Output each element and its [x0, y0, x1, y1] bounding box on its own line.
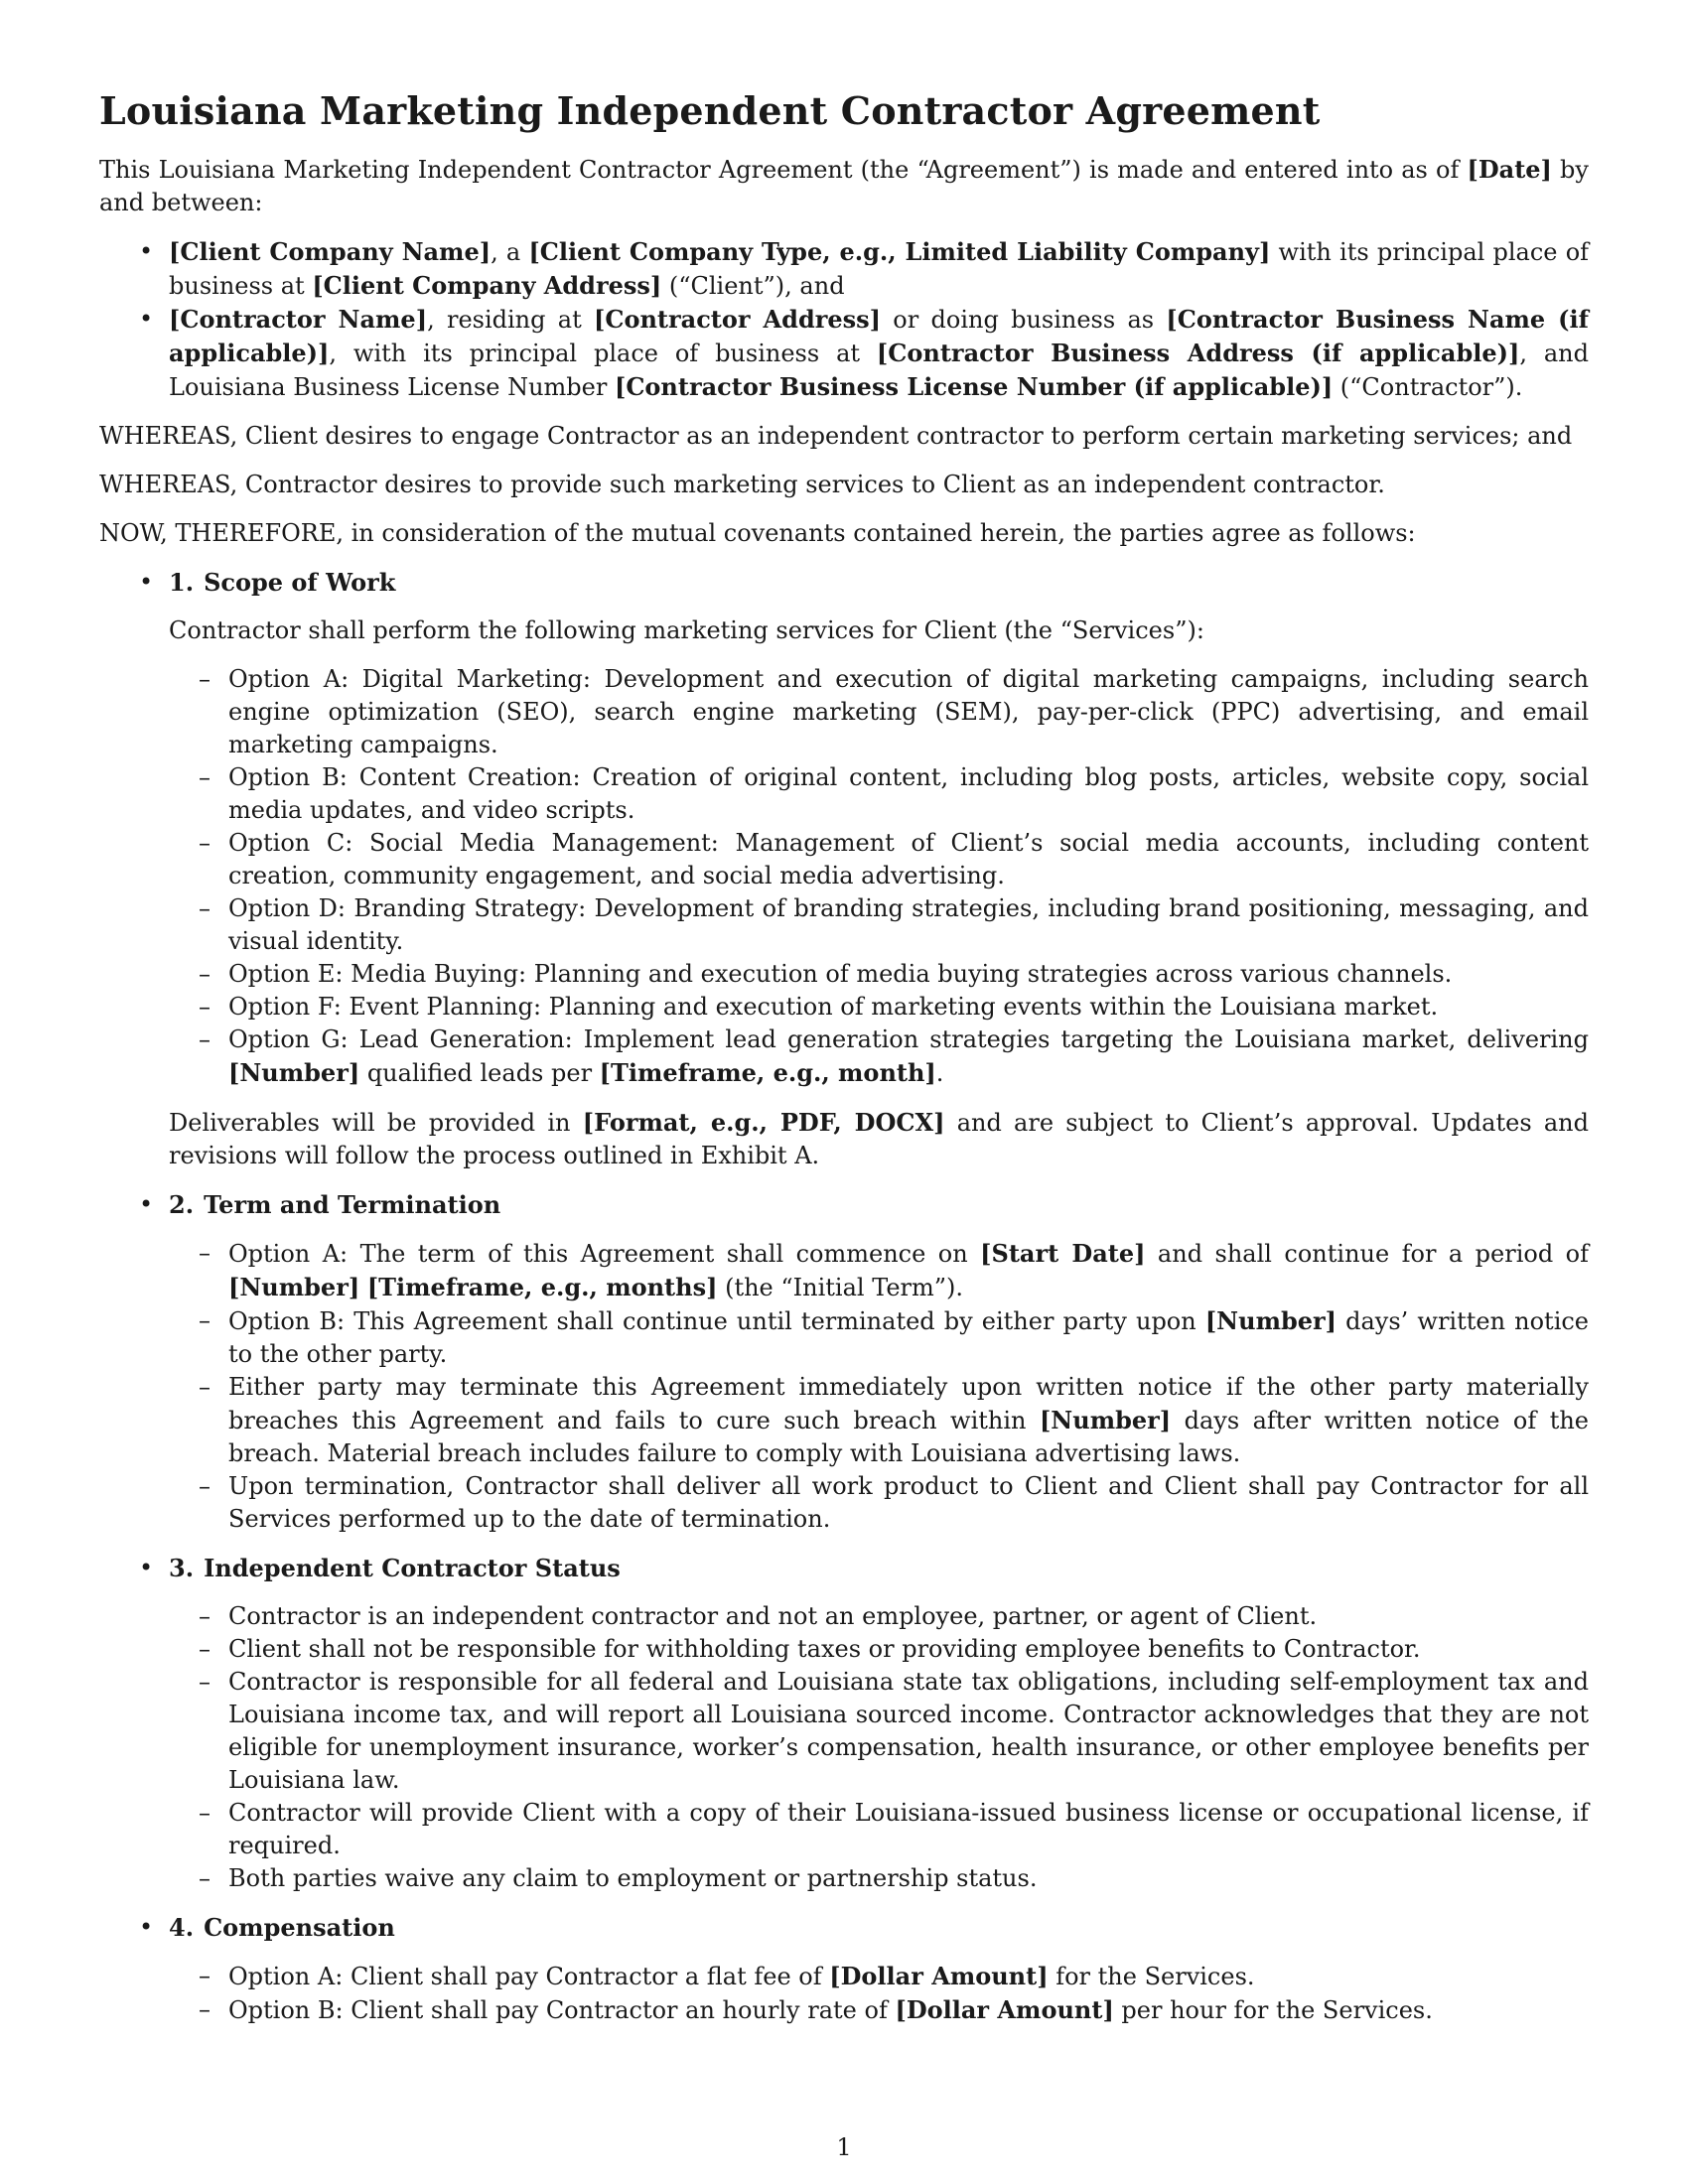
status-clauses-list [169, 1600, 1589, 1895]
party-text: (“Client”), and [661, 272, 845, 300]
term-options-list [169, 1237, 1589, 1536]
contractor-business-address-placeholder: [Contractor Business Address (if applicable)] [876, 339, 1520, 367]
option-text: days after written notice of the breach. Material breach includes failure to comply with Louisiana advertising laws. [228, 1407, 1590, 1467]
sections-list [99, 566, 1589, 2027]
section-title: Scope of Work [204, 568, 396, 597]
status-clause: – Both parties waive any claim to employment or partnership status. [228, 1862, 1589, 1895]
section-title: Term and Termination [204, 1190, 501, 1219]
format-placeholder: [Format, e.g., PDF, DOCX] [582, 1108, 945, 1137]
scope-option-g [228, 1024, 1589, 1090]
scope-option-f: – Option F: Event Planning: Planning and execution of marketing events within the Louisiana market. [228, 991, 1589, 1024]
term-upon-termination-clause: – Upon termination, Contractor shall deliver all work product to Client and Client shall pay Contractor for all Services performed up to the date of termination. [228, 1470, 1589, 1536]
parties-list [99, 235, 1589, 404]
party-text: , a [491, 238, 529, 266]
term-option-b [228, 1304, 1589, 1371]
option-text: for the Services. [1048, 1963, 1255, 1990]
status-clause: – Contractor will provide Client with a copy of their Louisiana-issued business license or occupational license, if required. [228, 1797, 1589, 1862]
option-text: Option B: Client shall pay Contractor an hourly rate of [228, 1996, 896, 2024]
party-text: (“Contractor”). [1333, 373, 1523, 401]
party-text: , residing at [427, 306, 594, 334]
whereas-paragraph-1: WHEREAS, Client desires to engage Contractor as an independent contractor to perform certain marketing services; and [99, 422, 1573, 450]
scope-option-d: – Option D: Branding Strategy: Development of branding strategies, including brand positioning, messaging, and visual identity. [228, 892, 1589, 958]
timeframe-placeholder: [Timeframe, e.g., months] [366, 1273, 718, 1301]
party-text: , with its principal place of business at [329, 340, 877, 367]
section-term-and-termination [169, 1188, 1589, 1536]
section-heading [169, 566, 1589, 599]
option-text: (the “Initial Term”). [717, 1274, 964, 1301]
option-text: and shall continue for a period of [1145, 1240, 1590, 1268]
scope-option-a: – Option A: Digital Marketing: Development and execution of digital marketing campaigns, including search engine optimization (SEO), search engine marketing (SEM), pay-per-click (PPC) advertising, and email marketing campaigns. [228, 663, 1589, 761]
option-text: qualified leads per [359, 1059, 600, 1087]
status-clause: – Contractor is responsible for all federal and Louisiana state tax obligations, including self-employment tax and Louisiana income tax, and will report all Louisiana sourced income. Contractor acknowledges that they are not eligible for unemployment insurance, worker’s compensation, health insurance, or other employee benefits per Louisiana law. [228, 1666, 1589, 1797]
option-text: Option A: Client shall pay Contractor a flat fee of [228, 1963, 830, 1990]
compensation-option-a [228, 1960, 1589, 1993]
number-placeholder: [Number] [1204, 1306, 1337, 1335]
section-title: Compensation [204, 1913, 395, 1942]
scope-option-b: – Option B: Content Creation: Creation of original content, including blog posts, articles, website copy, social media updates, and video scripts. [228, 761, 1589, 827]
deliverables-paragraph [169, 1106, 1589, 1172]
compensation-option-b [228, 1993, 1589, 2027]
timeframe-placeholder: [Timeframe, e.g., month] [599, 1058, 936, 1087]
scope-option-e: – Option E: Media Buying: Planning and execution of media buying strategies across various channels. [228, 958, 1589, 991]
option-text: . [935, 1059, 944, 1087]
deliverables-text: and are subject to Client’s approval. Updates and revisions will follow the process outlined in Exhibit A. [169, 1109, 1589, 1169]
intro-text: This Louisiana Marketing Independent Contractor Agreement (the “Agreement”) is made and entered into as of [99, 156, 1468, 184]
section-number: 3. [169, 1554, 195, 1582]
scope-options-list [169, 663, 1589, 1090]
option-text: Option B: This Agreement shall continue until terminated by either party upon [228, 1307, 1205, 1335]
compensation-options-list [169, 1960, 1589, 2027]
intro-paragraph [99, 153, 1589, 219]
section-number: 2. [169, 1190, 195, 1219]
option-text: days’ written notice to the other party. [228, 1307, 1590, 1368]
contractor-address-placeholder: [Contractor Address] [594, 305, 882, 334]
option-text [359, 1274, 367, 1301]
section-number: 1. [169, 568, 195, 597]
section-title: Independent Contractor Status [204, 1554, 621, 1582]
party-contractor [169, 303, 1589, 404]
status-clause: – Client shall not be responsible for withholding taxes or providing employee benefits to Contractor. [228, 1633, 1589, 1666]
party-text: or doing business as [881, 306, 1167, 334]
option-text: Option A: The term of this Agreement shall commence on [228, 1240, 981, 1268]
dollar-amount-placeholder: [Dollar Amount] [829, 1962, 1049, 1990]
date-placeholder: [Date] [1467, 155, 1552, 184]
start-date-placeholder: [Start Date] [980, 1239, 1146, 1268]
whereas-paragraph-2: WHEREAS, Contractor desires to provide such marketing services to Client as an independent contractor. [99, 471, 1385, 498]
section-heading [169, 1552, 1589, 1584]
contractor-business-name-placeholder: [Contractor Business Name (if applicable)] [169, 305, 1589, 367]
section-heading [169, 1911, 1589, 1944]
number-placeholder: [Number] [228, 1273, 360, 1301]
section-scope-of-work [169, 566, 1589, 1172]
number-placeholder: [Number] [1039, 1406, 1172, 1434]
scope-option-c: – Option C: Social Media Management: Management of Client’s social media accounts, including content creation, community engagement, and social media advertising. [228, 827, 1589, 892]
party-client [169, 235, 1589, 303]
deliverables-text: Deliverables will be provided in [169, 1109, 583, 1137]
contractor-license-placeholder: [Contractor Business License Number (if applicable)] [614, 372, 1334, 401]
section-number: 4. [169, 1913, 195, 1942]
option-text: Either party may terminate this Agreement immediately upon written notice if the other party materially breaches this Agreement and fails to cure such breach within [228, 1373, 1589, 1434]
status-clause: – Contractor is an independent contractor and not an employee, partner, or agent of Client. [228, 1600, 1589, 1633]
section-independent-contractor-status [169, 1552, 1589, 1895]
now-therefore-paragraph: NOW, THEREFORE, in consideration of the mutual covenants contained herein, the parties agree as follows: [99, 519, 1416, 547]
client-type-placeholder: [Client Company Type, e.g., Limited Liability Company] [528, 237, 1271, 266]
page-number: 1 [836, 2133, 852, 2161]
dollar-amount-placeholder: [Dollar Amount] [895, 1995, 1114, 2024]
client-name-placeholder: [Client Company Name] [169, 237, 492, 266]
document-page [99, 87, 1589, 2043]
section-compensation [169, 1911, 1589, 2027]
section-intro: Contractor shall perform the following marketing services for Client (the “Services”): [169, 616, 1204, 644]
party-text: , and Louisiana Business License Number [169, 340, 1590, 401]
client-address-placeholder: [Client Company Address] [312, 271, 662, 300]
option-text: per hour for the Services. [1113, 1996, 1433, 2024]
party-text: with its principal place of business at [169, 238, 1590, 300]
document-title: Louisiana Marketing Independent Contractor Agreement [99, 88, 1321, 133]
contractor-name-placeholder: [Contractor Name] [169, 305, 428, 334]
number-placeholder: [Number] [228, 1058, 360, 1087]
term-breach-clause [228, 1371, 1589, 1470]
term-option-a [228, 1237, 1589, 1304]
option-text: Option G: Lead Generation: Implement lead generation strategies targeting the Louisiana market, delivering [228, 1025, 1589, 1053]
section-heading [169, 1188, 1589, 1221]
intro-text: by and between: [99, 156, 1589, 216]
